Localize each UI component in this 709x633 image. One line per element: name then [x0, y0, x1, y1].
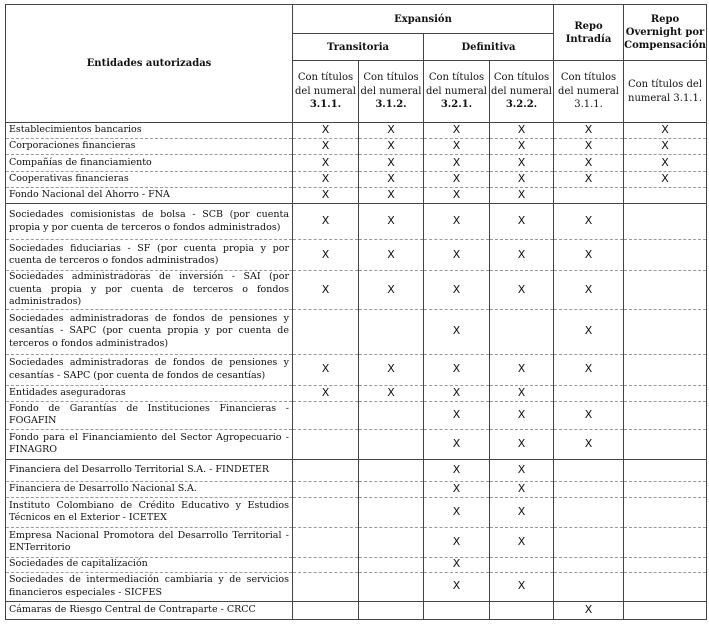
authorization-cell: X — [424, 354, 490, 385]
authorization-cell: X — [293, 240, 359, 271]
entity-name: Sociedades administradoras de fondos de pensiones y cesantías - SAPC (por cuenta de fondos de cesantías) — [6, 354, 293, 385]
table-row — [6, 385, 707, 401]
authorization-cell — [624, 240, 707, 271]
entity-name: Fondo de Garantías de Instituciones Financieras - FOGAFIN — [6, 401, 293, 429]
authorized-entities-document — [5, 4, 707, 620]
authorization-cell — [293, 557, 359, 572]
authorization-cell — [293, 572, 359, 601]
authorization-cell: X — [424, 139, 490, 155]
authorization-cell — [624, 309, 707, 354]
entity-name: Establecimientos bancarios — [6, 123, 293, 139]
authorization-cell: X — [424, 123, 490, 139]
authorization-cell — [359, 557, 424, 572]
authorization-cell — [359, 429, 424, 459]
authorization-cell: X — [359, 155, 424, 172]
authorization-cell: X — [490, 401, 554, 429]
authorization-cell — [293, 497, 359, 527]
authorization-cell: X — [293, 155, 359, 172]
authorization-cell: X — [359, 385, 424, 401]
authorization-cell — [624, 401, 707, 429]
authorization-cell: X — [293, 123, 359, 139]
repo-overnight-header: Repo Overnight por Compensación — [624, 5, 707, 61]
authorization-cell — [293, 401, 359, 429]
entity-name: Sociedades administradoras de inversión - SAI (por cuenta propia y por cuenta de terceros o fondos administrados) — [6, 271, 293, 310]
authorization-cell: X — [424, 401, 490, 429]
entity-name: Financiera de Desarrollo Nacional S.A. — [6, 481, 293, 497]
authorization-cell: X — [554, 204, 624, 240]
authorization-cell — [624, 385, 707, 401]
authorization-cell: X — [359, 204, 424, 240]
authorization-cell: X — [293, 271, 359, 310]
authorization-cell — [554, 481, 624, 497]
table-row — [6, 481, 707, 497]
authorization-cell: X — [293, 188, 359, 204]
entity-column-header: Entidades autorizadas — [6, 5, 293, 123]
subheader-repo-intradia: Con títulos del numeral 3.1.1. — [554, 61, 624, 123]
entity-name: Sociedades comisionistas de bolsa - SCB (por cuenta propia y por cuenta de terceros o fondos administrados) — [6, 204, 293, 240]
authorization-cell: X — [424, 459, 490, 481]
authorization-cell — [293, 429, 359, 459]
authorization-cell: X — [554, 354, 624, 385]
authorization-cell — [359, 481, 424, 497]
authorization-cell: X — [554, 240, 624, 271]
authorization-cell — [293, 309, 359, 354]
entity-name: Financiera del Desarrollo Territorial S.A. - FINDETER — [6, 459, 293, 481]
authorization-cell — [624, 527, 707, 557]
authorization-cell: X — [424, 155, 490, 172]
authorization-cell: X — [490, 139, 554, 155]
authorization-cell: X — [554, 601, 624, 619]
authorization-cell: X — [490, 429, 554, 459]
authorization-cell: X — [490, 172, 554, 188]
table-row — [6, 354, 707, 385]
authorization-cell: X — [424, 204, 490, 240]
authorization-cell — [490, 601, 554, 619]
table-row — [6, 172, 707, 188]
authorization-cell — [624, 429, 707, 459]
table-row — [6, 401, 707, 429]
authorization-cell: X — [554, 309, 624, 354]
authorization-cell — [624, 459, 707, 481]
authorization-cell — [624, 204, 707, 240]
table-row — [6, 429, 707, 459]
authorization-cell — [554, 385, 624, 401]
authorization-cell: X — [359, 188, 424, 204]
authorization-cell: X — [359, 354, 424, 385]
authorization-cell — [554, 572, 624, 601]
authorization-cell: X — [293, 385, 359, 401]
definitiva-header: Definitiva — [424, 34, 554, 61]
authorization-cell: X — [490, 188, 554, 204]
authorization-cell: X — [359, 271, 424, 310]
table-row — [6, 497, 707, 527]
authorization-cell — [624, 557, 707, 572]
authorization-cell — [624, 481, 707, 497]
entity-name: Empresa Nacional Promotora del Desarrollo Territorial - ENTerritorio — [6, 527, 293, 557]
table-row — [6, 309, 707, 354]
entity-name: Corporaciones financieras — [6, 139, 293, 155]
table-row — [6, 271, 707, 310]
subheader-transitoria-311: Con títulos del numeral 3.1.1. — [293, 61, 359, 123]
authorization-cell: X — [624, 139, 707, 155]
entity-name: Sociedades fiduciarias - SF (por cuenta propia y por cuenta de terceros o fondos administrados) — [6, 240, 293, 271]
authorization-cell — [359, 309, 424, 354]
authorization-cell — [424, 601, 490, 619]
table-row — [6, 557, 707, 572]
authorization-cell: X — [554, 401, 624, 429]
authorization-cell — [359, 527, 424, 557]
authorization-cell — [624, 601, 707, 619]
authorization-cell: X — [490, 572, 554, 601]
authorization-cell: X — [554, 429, 624, 459]
authorization-cell: X — [554, 271, 624, 310]
transitoria-header: Transitoria — [293, 34, 424, 61]
expansion-header: Expansión — [293, 5, 554, 34]
subheader-transitoria-312: Con títulos del numeral 3.1.2. — [359, 61, 424, 123]
authorization-cell: X — [424, 309, 490, 354]
authorization-cell — [359, 401, 424, 429]
authorization-cell: X — [490, 271, 554, 310]
entity-name: Sociedades de capitalización — [6, 557, 293, 572]
authorization-cell: X — [554, 139, 624, 155]
authorization-cell — [359, 572, 424, 601]
table-row — [6, 139, 707, 155]
authorization-cell — [624, 188, 707, 204]
authorization-cell: X — [490, 354, 554, 385]
entity-name: Cámaras de Riesgo Central de Contraparte - CRCC — [6, 601, 293, 619]
authorization-cell: X — [424, 172, 490, 188]
authorization-cell — [624, 354, 707, 385]
table-row — [6, 123, 707, 139]
repo-intradia-header: Repo Intradía — [554, 5, 624, 61]
authorization-cell: X — [293, 354, 359, 385]
table-row — [6, 240, 707, 271]
authorization-cell: X — [490, 204, 554, 240]
authorization-cell: X — [424, 240, 490, 271]
authorization-cell — [554, 527, 624, 557]
authorization-cell: X — [424, 557, 490, 572]
table-row — [6, 188, 707, 204]
authorized-entities-table — [5, 4, 707, 620]
entity-name: Instituto Colombiano de Crédito Educativo y Estudios Técnicos en el Exterior - ICETEX — [6, 497, 293, 527]
authorization-cell: X — [293, 204, 359, 240]
authorization-cell — [554, 459, 624, 481]
authorization-cell: X — [624, 155, 707, 172]
authorization-cell: X — [490, 527, 554, 557]
authorization-cell — [554, 557, 624, 572]
authorization-cell — [624, 497, 707, 527]
authorization-cell: X — [424, 429, 490, 459]
table-row — [6, 601, 707, 619]
entity-name: Sociedades administradoras de fondos de pensiones y cesantías - SAPC (por cuenta propia y por cuenta de terceros o fondos administrados) — [6, 309, 293, 354]
authorization-cell: X — [554, 155, 624, 172]
authorization-cell: X — [359, 172, 424, 188]
authorization-cell — [293, 481, 359, 497]
authorization-cell — [293, 527, 359, 557]
authorization-cell: X — [490, 155, 554, 172]
authorization-cell — [359, 497, 424, 527]
authorization-cell: X — [359, 240, 424, 271]
entity-name: Fondo Nacional del Ahorro - FNA — [6, 188, 293, 204]
authorization-cell: X — [293, 172, 359, 188]
authorization-cell: X — [293, 139, 359, 155]
table-row — [6, 527, 707, 557]
authorization-cell: X — [490, 123, 554, 139]
table-row — [6, 572, 707, 601]
authorization-cell: X — [554, 123, 624, 139]
authorization-cell — [490, 309, 554, 354]
authorization-cell: X — [424, 271, 490, 310]
authorization-cell — [624, 572, 707, 601]
authorization-cell — [359, 459, 424, 481]
authorization-cell: X — [424, 497, 490, 527]
authorization-cell: X — [359, 123, 424, 139]
authorization-cell: X — [490, 385, 554, 401]
authorization-cell: X — [554, 172, 624, 188]
entity-name: Fondo para el Financiamiento del Sector Agropecuario - FINAGRO — [6, 429, 293, 459]
authorization-cell — [554, 188, 624, 204]
authorization-cell: X — [490, 481, 554, 497]
authorization-cell: X — [490, 459, 554, 481]
authorization-cell: X — [424, 572, 490, 601]
table-row — [6, 155, 707, 172]
authorization-cell — [490, 557, 554, 572]
authorization-cell: X — [424, 527, 490, 557]
authorization-cell — [554, 497, 624, 527]
authorization-cell — [293, 459, 359, 481]
authorization-cell: X — [490, 497, 554, 527]
authorization-cell: X — [490, 240, 554, 271]
subheader-definitiva-322: Con títulos del numeral 3.2.2. — [490, 61, 554, 123]
entity-name: Cooperativas financieras — [6, 172, 293, 188]
authorization-cell: X — [424, 188, 490, 204]
authorization-cell — [359, 601, 424, 619]
authorization-cell: X — [424, 385, 490, 401]
authorization-cell — [293, 601, 359, 619]
entity-name: Compañías de financiamiento — [6, 155, 293, 172]
subheader-repo-overnight: Con títulos del numeral 3.1.1. — [624, 61, 707, 123]
authorization-cell: X — [624, 172, 707, 188]
entity-name: Sociedades de intermediación cambiaria y de servicios financieros especiales - SICFES — [6, 572, 293, 601]
table-row — [6, 459, 707, 481]
entities-table-body — [6, 123, 707, 620]
authorization-cell: X — [359, 139, 424, 155]
subheader-definitiva-321: Con títulos del numeral 3.2.1. — [424, 61, 490, 123]
table-row — [6, 204, 707, 240]
authorization-cell: X — [624, 123, 707, 139]
authorization-cell — [624, 271, 707, 310]
entity-name: Entidades aseguradoras — [6, 385, 293, 401]
authorization-cell: X — [424, 481, 490, 497]
